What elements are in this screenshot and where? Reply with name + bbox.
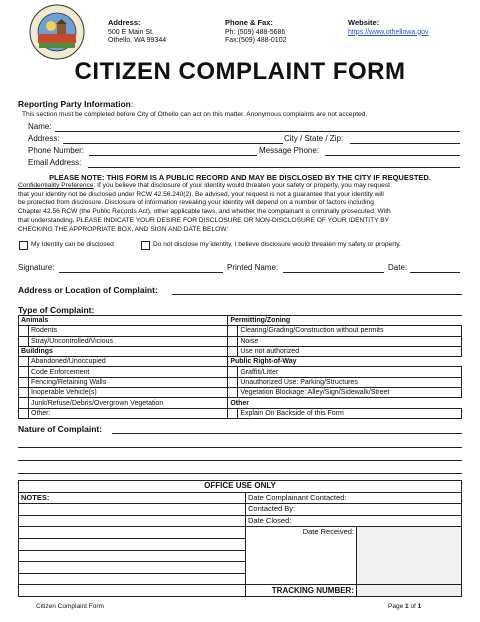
page-current: 1 (405, 603, 409, 610)
reporting-heading (18, 99, 133, 109)
nondisclose-option-label: Do not disclose my identity. I believe disclosure would threaten my safety or property. (153, 241, 401, 248)
complaint-type-row (19, 346, 462, 356)
office-use-heading: OFFICE USE ONLY (19, 481, 462, 493)
website-block (348, 19, 429, 37)
city-state-zip-field[interactable] (350, 134, 460, 144)
address-line: Othello, WA 99344 (108, 37, 167, 44)
page-total: 1 (417, 603, 422, 610)
email-field[interactable] (88, 158, 460, 168)
nature-line[interactable] (18, 451, 462, 461)
right-complaint-checkbox[interactable] (228, 326, 238, 336)
right-category-header: Other (228, 398, 462, 408)
confidentiality-line: be protected from disclosure. Disclosure of information revealing your identity will depend on a number of factors including (18, 199, 374, 207)
nature-line[interactable] (18, 464, 462, 474)
confidentiality-line: Chapter 42.56 RCW (the Public Records Act), other applicable laws, and whether the complainant is criminally prosecuted. With (18, 208, 391, 216)
city-state-zip-label: City / State / Zip: (284, 134, 344, 143)
name-label: Name: (28, 122, 52, 131)
complaint-type-row (19, 377, 462, 387)
notes-row[interactable] (19, 515, 246, 527)
date-label: Date: (388, 263, 408, 272)
left-complaint-checkbox[interactable] (19, 408, 29, 418)
phone-block (225, 19, 286, 46)
right-complaint-checkbox[interactable] (228, 367, 238, 377)
date-contacted-label[interactable]: Date Complainant Contacted: (246, 492, 462, 504)
nature-line[interactable] (18, 438, 462, 448)
left-complaint-checkbox[interactable] (19, 398, 29, 408)
email-label: Email Address: (28, 158, 82, 167)
name-field[interactable] (55, 122, 460, 132)
left-complaint-option: Inoperable Vehicle(s) (29, 388, 228, 398)
footer-form-name: Citizen Complaint Form (36, 603, 104, 610)
footer-page-number (388, 603, 421, 610)
website-link[interactable]: https://www.othellowa.gov (348, 28, 429, 36)
left-complaint-option: Rodents (29, 326, 228, 336)
notes-row[interactable] (19, 527, 246, 539)
right-category-header: Public Right-of-Way (228, 357, 462, 367)
left-complaint-checkbox[interactable] (19, 326, 29, 336)
notes-row[interactable] (19, 504, 246, 516)
left-complaint-option: Code Enforcement (29, 367, 228, 377)
nondisclose-checkbox[interactable] (141, 241, 150, 250)
location-label: Address or Location of Complaint: (18, 285, 158, 295)
complaint-type-row (19, 367, 462, 377)
address-block (108, 19, 166, 46)
tracking-number-field[interactable] (357, 585, 462, 597)
city-seal-logo (29, 4, 85, 60)
notes-row[interactable] (19, 573, 246, 585)
complaint-type-row (19, 408, 462, 418)
phone-number-label: Phone Number: (28, 146, 85, 155)
left-complaint-option: Stray/Uncontrolled/Vicious (29, 336, 228, 346)
left-complaint-checkbox[interactable] (19, 357, 29, 367)
right-complaint-checkbox[interactable] (228, 346, 238, 356)
complaint-type-table (18, 315, 462, 419)
right-complaint-checkbox[interactable] (228, 388, 238, 398)
left-category-header: Buildings (19, 346, 228, 356)
right-complaint-option: Unauthorized Use: Parking/Structures (238, 377, 462, 387)
left-complaint-checkbox[interactable] (19, 367, 29, 377)
complaint-type-heading: Type of Complaint: (18, 305, 95, 315)
left-complaint-checkbox[interactable] (19, 336, 29, 346)
complaint-type-row (19, 357, 462, 367)
left-complaint-option: Abandoned/Unoccupied (29, 357, 228, 367)
right-category-header: Permitting/Zoning (228, 316, 462, 326)
nature-field[interactable] (112, 424, 462, 434)
complaint-type-row (19, 326, 462, 336)
signature-label: Signature: (18, 263, 55, 272)
signature-field[interactable] (59, 263, 223, 273)
page-of-word: of (410, 603, 416, 610)
reporting-heading-colon: : (130, 99, 134, 109)
tracking-number-label: TRACKING NUMBER: (246, 585, 357, 597)
date-received-label[interactable]: Date Received: (246, 527, 357, 585)
date-stamp-area[interactable] (357, 527, 462, 585)
disclose-option-label: My Identity can be disclosed (31, 241, 114, 248)
complaint-type-row (19, 336, 462, 346)
printed-name-label: Printed Name: (227, 263, 279, 272)
confidentiality-line: CHECKING THE APPROPRIATE BOX, AND SIGN AND DATE BELOW: (18, 225, 229, 233)
notes-row[interactable] (19, 550, 246, 562)
disclose-checkbox[interactable] (19, 241, 28, 250)
phone-number-field[interactable] (89, 146, 257, 156)
confidentiality-line: that your identity not be disclosed under RCW 42.56.240(2). Be advised, your request is not a guarantee that your identity will (18, 190, 384, 198)
left-complaint-option: Other: (29, 408, 228, 418)
right-complaint-option: Use not authorized (238, 346, 462, 356)
right-complaint-option: Vegetation Blockage: Alley/Sign/Sidewalk/Street (238, 388, 462, 398)
left-complaint-checkbox[interactable] (19, 377, 29, 387)
address-label: Address: (108, 18, 141, 27)
message-phone-field[interactable] (325, 146, 460, 156)
left-category-header: Animals (19, 316, 228, 326)
date-field[interactable] (410, 263, 460, 273)
complaint-type-row (19, 388, 462, 398)
page-title: CITIZEN COMPLAINT FORM (74, 58, 406, 85)
left-complaint-checkbox[interactable] (19, 388, 29, 398)
right-complaint-option: Graffiti/Litter (238, 367, 462, 377)
right-complaint-option: Noise (238, 336, 462, 346)
address-line: 500 E Main St. (108, 28, 154, 36)
page-word: Page (388, 603, 404, 610)
reporting-note: This section must be completed before City of Othello can act on this matter. Anonymous complaints are not accepted. (22, 111, 368, 118)
fax-line: Fax:(509) 488-0102 (225, 37, 287, 44)
left-complaint-option: Junk/Refuse/Debris/Overgrown Vegetation (29, 398, 228, 408)
public-record-notice: PLEASE NOTE: THIS FORM IS A PUBLIC RECORD AND MAY BE DISCLOSED BY THE CITY IF REQUESTED. (49, 173, 431, 182)
confidentiality-line: that understanding, PLEASE INDICATE YOUR DESIRE FOR DISCLOSURE OR NON-DISCLOSURE OF YOUR IDENTITY BY (18, 216, 390, 224)
complaint-type-row (19, 398, 462, 408)
phone-line: Ph: (509) 488-5686 (225, 28, 286, 36)
location-field[interactable] (172, 285, 462, 295)
nature-label: Nature of Complaint: (18, 424, 103, 434)
confidentiality-label: Confidentiality Preference (18, 182, 94, 189)
address-field-label: Address: (28, 134, 60, 143)
address-field[interactable] (63, 134, 283, 144)
message-phone-label: Message Phone: (259, 146, 320, 155)
complaint-type-row (19, 316, 462, 326)
website-label: Website: (348, 18, 380, 27)
right-complaint-checkbox[interactable] (228, 408, 238, 418)
contacted-by-label[interactable]: Contacted By: (246, 504, 462, 516)
printed-name-field[interactable] (283, 263, 384, 273)
date-closed-label[interactable]: Date Closed: (246, 515, 462, 527)
right-complaint-option: Clearing/Grading/Construction without permits (238, 326, 462, 336)
phone-fax-label: Phone & Fax: (225, 18, 273, 27)
confidentiality-paragraph (18, 182, 462, 234)
right-complaint-checkbox[interactable] (228, 377, 238, 387)
office-use-table (18, 480, 462, 597)
reporting-heading-text: Reporting Party Information (18, 99, 131, 109)
notes-row[interactable] (19, 585, 246, 597)
notes-row[interactable] (19, 538, 246, 550)
right-complaint-option: Explain On Backside of this Form (238, 408, 462, 418)
confidentiality-line: : If you believe that disclosure of your identity would threaten your safety or property, you may request (93, 182, 390, 189)
left-complaint-option: Fencing/Retaining Walls (29, 377, 228, 387)
notes-row[interactable] (19, 562, 246, 574)
notes-label: NOTES: (19, 492, 246, 504)
right-complaint-checkbox[interactable] (228, 336, 238, 346)
